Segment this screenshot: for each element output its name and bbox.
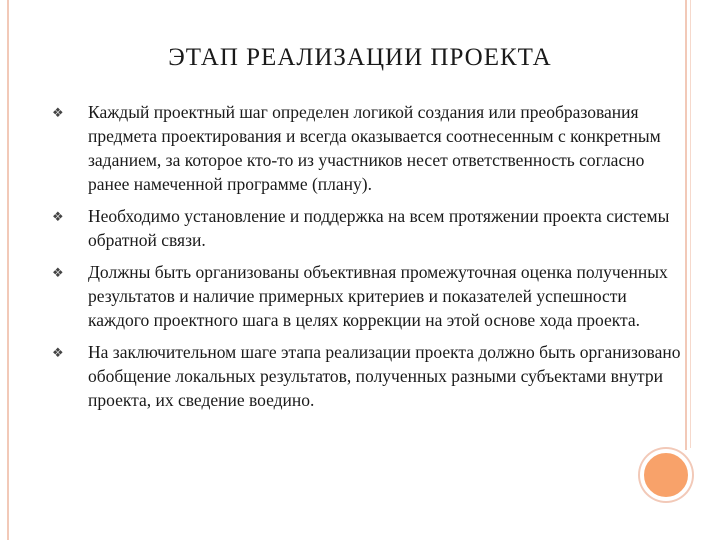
- diamond-bullet-icon: ❖: [52, 106, 64, 121]
- diamond-bullet-icon: ❖: [52, 266, 64, 281]
- bullet-text: На заключительном шаге этапа реализации проекта должно быть организовано обобщение локальных результатов, полученных разными субъектами внутри проекта, их сведение воедино.: [88, 342, 681, 410]
- bullet-list: [52, 100, 682, 420]
- frame-line-left: [7, 0, 9, 540]
- slide-title: ЭТАП РЕАЛИЗАЦИИ ПРОЕКТА: [168, 44, 552, 71]
- decorative-circle: [640, 449, 692, 501]
- bullet-text: Каждый проектный шаг определен логикой создания или преобразования предмета проектирования и всегда оказывается соотнесенным с конкретным заданием, за которое кто-то из участников несет ответственность согласно ранее намеченной программе (плану).: [88, 102, 661, 194]
- bullet-item: [52, 340, 682, 412]
- bullet-text: Должны быть организованы объективная промежуточная оценка полученных результатов и наличие примерных критериев и показателей успешности каждого проектного шага в целях коррекции на этой основе хода проекта.: [88, 262, 668, 330]
- bullet-text: Необходимо установление и поддержка на всем протяжении проекта системы обратной связи.: [88, 206, 670, 250]
- bullet-item: [52, 204, 682, 252]
- bullet-item: [52, 260, 682, 332]
- diamond-bullet-icon: ❖: [52, 210, 64, 225]
- diamond-bullet-icon: ❖: [52, 346, 64, 361]
- bullet-item: [52, 100, 682, 196]
